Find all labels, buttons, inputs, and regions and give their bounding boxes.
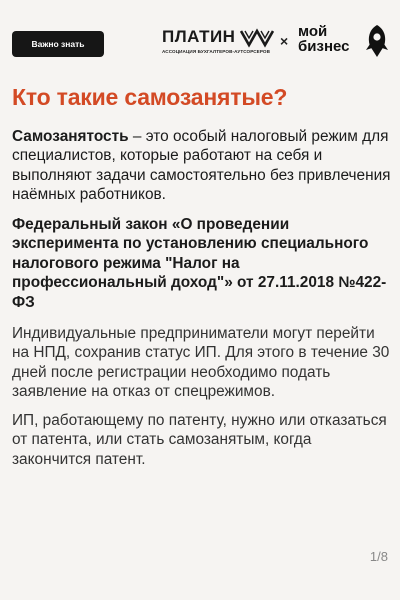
platin-logo-name: ПЛАТИН [162, 27, 236, 46]
logo-separator: × [280, 33, 289, 49]
platin-mountain-icon [240, 28, 274, 48]
moy-biznes-logo [297, 24, 389, 60]
paragraph-definition-text: – это особый налоговый режим для специалистов, которые работают на себя и выполняют задачи самостоятельно без привлечения наёмных работников. [12, 128, 391, 204]
paragraph-definition [12, 127, 392, 205]
platin-logo-subtitle: АССОЦИАЦИЯ БУХГАЛТЕРОВ-АУТСОРСЕРОВ [162, 49, 271, 54]
rocket-pin-icon [365, 24, 389, 60]
moy-biznes-line2: бизнес [298, 38, 350, 55]
moy-biznes-line1: мой [298, 23, 328, 40]
page-indicator: 1/8 [369, 549, 388, 564]
paragraph-entrepreneurs: Индивидуальные предприниматели могут перейти на НПД, сохранив статус ИП. Для этого в течение 30 дней после регистрации необходимо подать заявление на отказ от спецрежимов. [12, 325, 390, 401]
paragraph-federal-law: Федеральный закон «О проведении эксперимента по установлению специального налогового режима "Налог на профессиональный доход"» от 27.11.2018 №422-ФЗ [12, 216, 387, 311]
paragraph-definition-term: Самозанятость [12, 128, 129, 145]
paragraph-patent: ИП, работающему по патенту, нужно или отказаться от патента, или стать самозанятым, когда закончится патент. [12, 412, 387, 468]
important-badge: Важно знать [12, 31, 104, 57]
page-title: Кто такие самозанятые? [12, 84, 288, 110]
platin-logo [160, 27, 275, 59]
